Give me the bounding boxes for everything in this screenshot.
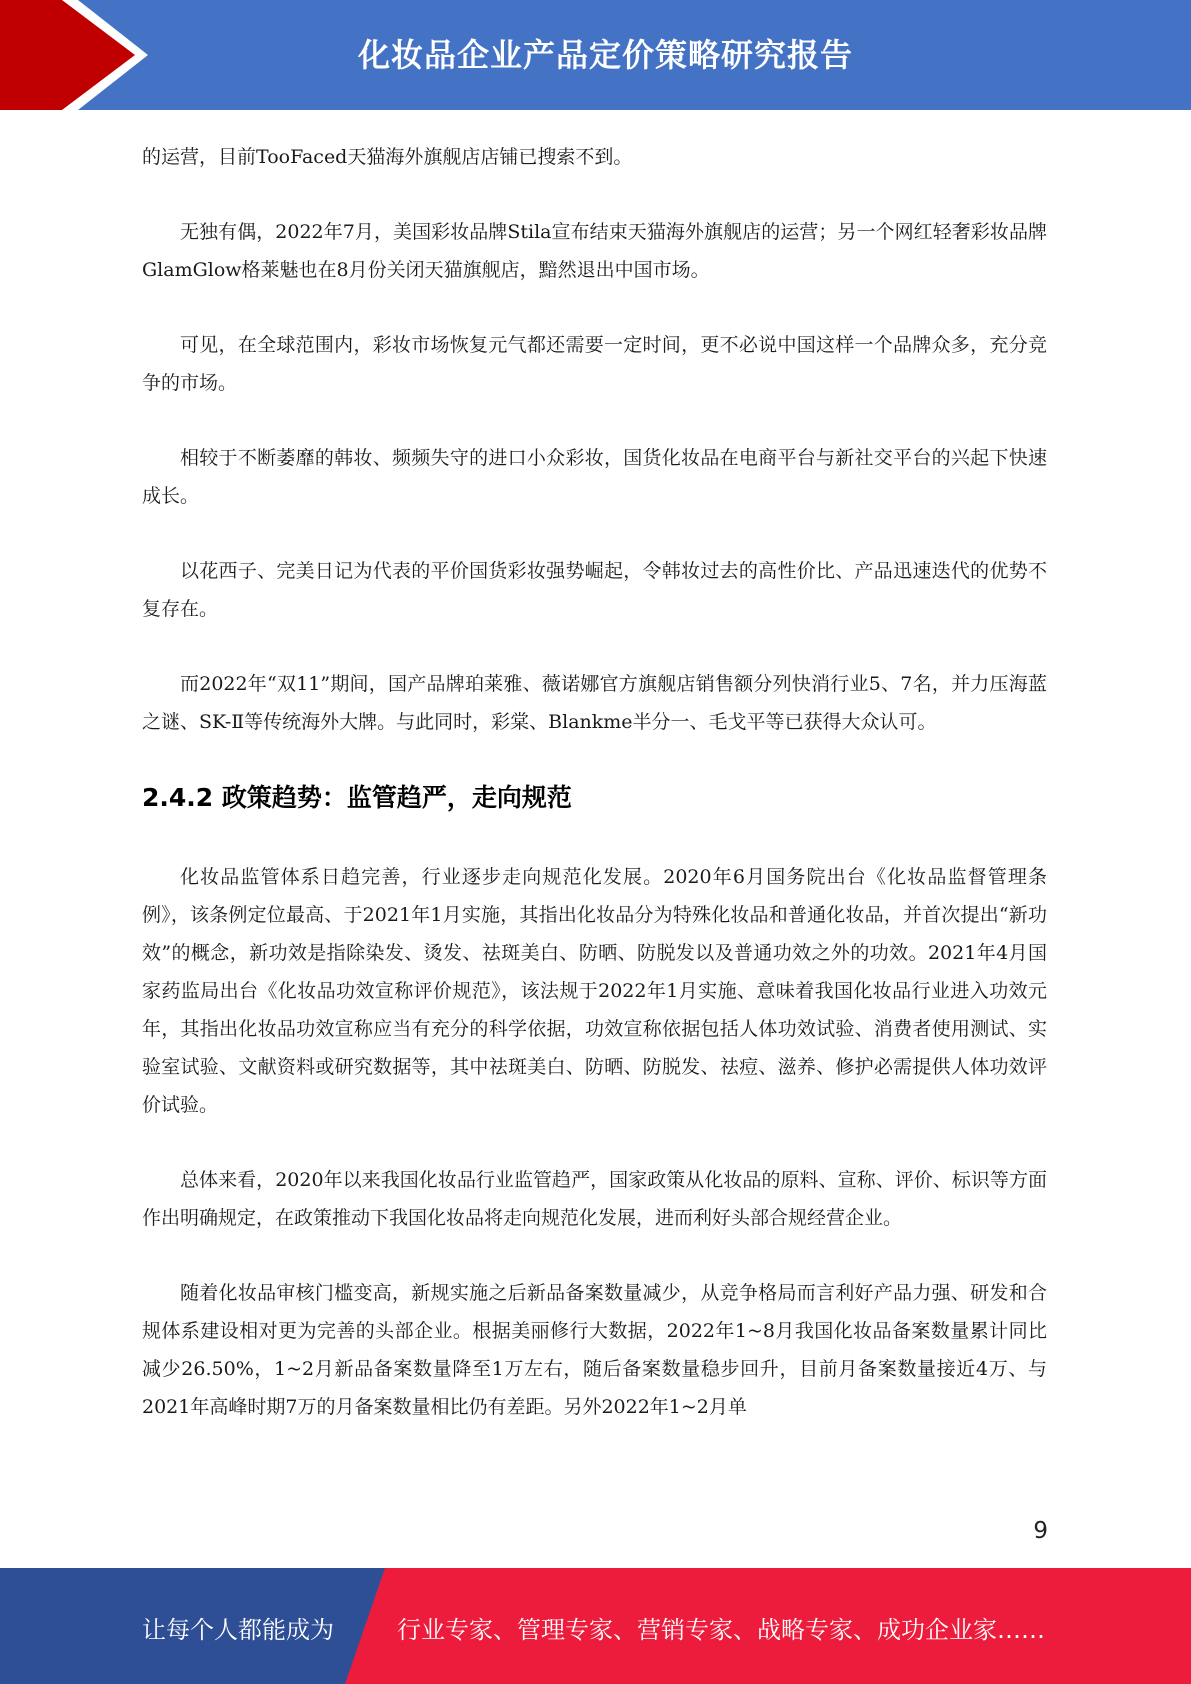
paragraph: 而2022年“双11”期间，国产品牌珀莱雅、薇诺娜官方旗舰店销售额分列快消行业5、7名，并力压海蓝之谜、SK-Ⅱ等传统海外大牌。与此同时，彩棠、Blankme半分一、毛戈平等已获得大众认可。 bbox=[142, 673, 1047, 733]
page-content bbox=[142, 138, 1047, 1463]
footer-slogan-right: 行业专家、管理专家、营销专家、战略专家、成功企业家…… bbox=[397, 1616, 1045, 1644]
page-header bbox=[0, 0, 1191, 110]
page-footer bbox=[0, 1568, 1191, 1684]
paragraph: 以花西子、完美日记为代表的平价国货彩妆强势崛起，令韩妆过去的高性价比、产品迅速迭代的优势不复存在。 bbox=[142, 560, 1047, 620]
paragraph: 化妆品监管体系日趋完善，行业逐步走向规范化发展。2020年6月国务院出台《化妆品监督管理条例》，该条例定位最高、于2021年1月实施，其指出化妆品分为特殊化妆品和普通化妆品，并首次提出“新功效”的概念，新功效是指除染发、烫发、祛斑美白、防晒、防脱发以及普通功效之外的功效。2021年4月国家药监局出台《化妆品功效宣称评价规范》，该法规于2022年1月实施、意味着我国化妆品行业进入功效元年，其指出化妆品功效宣称应当有充分的科学依据，功效宣称依据包括人体功效试验、消费者使用测试、实验室试验、文献资料或研究数据等，其中祛斑美白、防晒、防脱发、祛痘、滋养、修护必需提供人体功效评价试验。 bbox=[142, 866, 1047, 1116]
paragraph: 无独有偶，2022年7月，美国彩妆品牌Stila宣布结束天猫海外旗舰店的运营；另一个网红轻奢彩妆品牌GlamGlow格莱魅也在8月份关闭天猫旗舰店，黯然退出中国市场。 bbox=[142, 221, 1047, 281]
paragraph: 可见，在全球范围内，彩妆市场恢复元气都还需要一定时间，更不必说中国这样一个品牌众多，充分竞争的市场。 bbox=[142, 334, 1047, 394]
paragraph: 的运营，目前TooFaced天猫海外旗舰店店铺已搜索不到。 bbox=[142, 146, 633, 168]
section-heading: 2.4.2 政策趋势：监管趋严，走向规范 bbox=[142, 783, 572, 812]
paragraph: 相较于不断萎靡的韩妆、频频失守的进口小众彩妆，国货化妆品在电商平台与新社交平台的兴起下快速成长。 bbox=[142, 447, 1047, 507]
footer-slogan-left: 让每个人都能成为 bbox=[142, 1616, 334, 1644]
page-number: 9 bbox=[1033, 1518, 1048, 1544]
report-title: 化妆品企业产品定价策略研究报告 bbox=[357, 36, 853, 74]
paragraph: 总体来看，2020年以来我国化妆品行业监管趋严，国家政策从化妆品的原料、宣称、评价、标识等方面作出明确规定，在政策推动下我国化妆品将走向规范化发展，进而利好头部合规经营企业。 bbox=[142, 1169, 1047, 1229]
paragraph: 随着化妆品审核门槛变高，新规实施之后新品备案数量减少，从竞争格局而言利好产品力强、研发和合规体系建设相对更为完善的头部企业。根据美丽修行大数据，2022年1~8月我国化妆品备案数量累计同比减少26.50%，1~2月新品备案数量降至1万左右，随后备案数量稳步回升，目前月备案数量接近4万、与2021年高峰时期7万的月备案数量相比仍有差距。另外2022年1~2月单 bbox=[142, 1282, 1047, 1418]
